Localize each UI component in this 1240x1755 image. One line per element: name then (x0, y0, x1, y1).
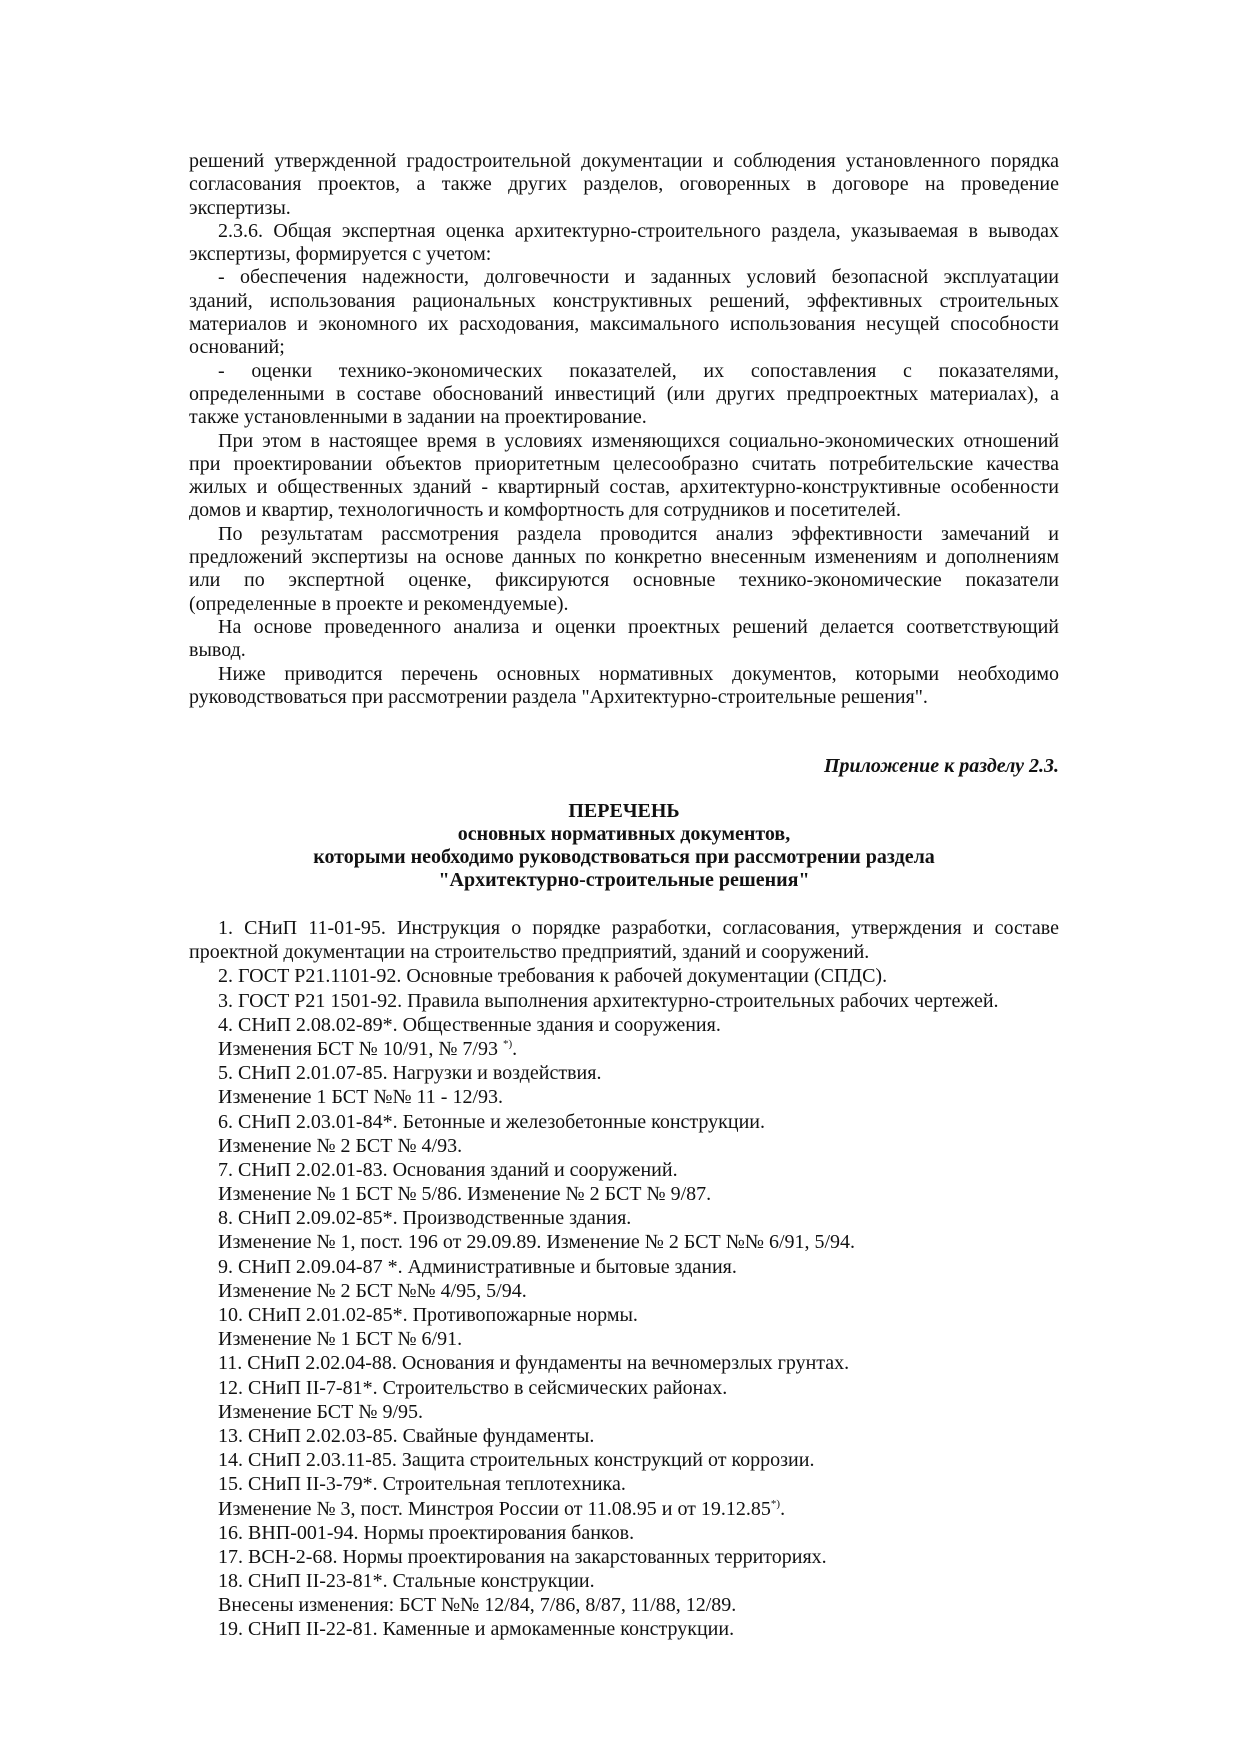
list-item (189, 1158, 1059, 1182)
paragraph-line: Ниже приводится перечень основных нормативных документов, которыми необходимо (218, 662, 1059, 685)
list-item-text: 1. СНиП 11-01-95. Инструкция о порядке разработки, согласования, утверждения и составе (218, 917, 1059, 939)
heading-subtitle-line: которыми необходимо руководствоваться при рассмотрении раздела (313, 845, 935, 868)
list-item-text: 15. СНиП II-3-79*. Строительная теплотехника. (218, 1473, 626, 1496)
paragraph-line: решений утвержденной градостроительной документации и соблюдения установленного порядка (189, 150, 1059, 172)
list-item (189, 1376, 1059, 1400)
list-item-text: 10. СНиП 2.01.02-85*. Противопожарные нормы. (218, 1304, 638, 1326)
paragraph-line: домов и квартир, технологичность и комфортность для сотрудников и посетителей. (189, 499, 901, 522)
paragraph-line: жилых и общественных зданий - квартирный состав, архитектурно-конструктивные особенности (189, 476, 1059, 499)
list-item-text: 12. СНиП II-7-81*. Строительство в сейсмических районах. (218, 1376, 728, 1399)
list-item-text: 5. СНиП 2.01.07-85. Нагрузки и воздействия. (218, 1062, 602, 1085)
list-item-text: 7. СНиП 2.02.01-83. Основания зданий и сооружений. (218, 1158, 678, 1181)
list-item (189, 1230, 1059, 1254)
list-item-text: Изменение № 1, пост. 196 от 29.09.89. Изменение № 2 БСТ №№ 6/91, 5/94. (218, 1231, 856, 1254)
paragraph-line: руководствоваться при рассмотрении раздела "Архитектурно-строительные решения". (189, 685, 928, 708)
list-item-text: Изменение БСТ № 9/95. (218, 1400, 423, 1423)
paragraph (189, 266, 1059, 359)
list-item (189, 1085, 1059, 1109)
footnote-marker: *) (770, 1497, 781, 1510)
list-item (189, 1400, 1059, 1424)
list-item (189, 989, 1059, 1013)
list-item-text: Внесены изменения: БСТ №№ 12/84, 7/86, 8/87, 11/88, 12/89. (218, 1594, 737, 1617)
paragraph-line: экспертизы. (189, 196, 291, 219)
list-item (189, 1279, 1059, 1303)
list-item (189, 1617, 1059, 1641)
paragraph-line: - оценки технико-экономических показателей, их сопоставления с показателями, (218, 359, 1059, 382)
list-item (189, 1303, 1059, 1327)
paragraph-line: вывод. (189, 639, 246, 662)
list-item (189, 916, 1059, 940)
list-item (189, 1593, 1059, 1617)
paragraph (189, 523, 1059, 616)
paragraph-line: 2.3.6. Общая экспертная оценка архитектурно-строительного раздела, указываемая в выводах (218, 219, 1059, 242)
list-item-text: 3. ГОСТ Р21 1501-92. Правила выполнения архитектурно-строительных рабочих чертежей. (218, 989, 999, 1012)
list-item (189, 1545, 1059, 1569)
list-item-text: 9. СНиП 2.09.04-87 *. Административные и бытовые здания. (218, 1255, 737, 1278)
list-item (189, 1424, 1059, 1448)
paragraph-line: (определенные в проекте и рекомендуемые). (189, 592, 569, 615)
paragraph-line: при проектировании объектов приоритетным целесообразно считать потребительские качества (189, 452, 1059, 475)
list-item-text: 16. ВНП-001-94. Нормы проектирования банков. (218, 1521, 635, 1544)
paragraph-line: согласования проектов, а также других разделов, оговоренных в договоре на проведение (189, 173, 1059, 196)
list-item (189, 964, 1059, 988)
paragraph-line: оснований; (189, 336, 285, 359)
paragraph-line: зданий, использования рациональных конструктивных решений, эффективных строительных (189, 289, 1059, 312)
list-item-text: 4. СНиП 2.08.02-89*. Общественные здания и сооружения. (218, 1013, 721, 1036)
list-item (189, 1134, 1059, 1158)
list-item (189, 1013, 1059, 1037)
list-item-text: Изменение № 3, пост. Минстроя России от 11.08.95 и от 19.12.85 (218, 1497, 771, 1520)
paragraph (189, 430, 1059, 523)
list-item (189, 1255, 1059, 1279)
footnote-marker: *) (502, 1037, 513, 1050)
list-item (189, 1061, 1059, 1085)
list-item (189, 1206, 1059, 1230)
paragraph-line: материалов и экономного их расходования, максимального использования несущей способности (189, 313, 1059, 336)
list-item-text: 11. СНиП 2.02.04-88. Основания и фундаменты на вечномерзлых грунтах. (218, 1352, 850, 1375)
paragraph (189, 360, 1059, 430)
list-item-suffix: . (512, 1037, 518, 1060)
list-item-text: Изменение № 2 БСТ № 4/93. (218, 1134, 463, 1157)
paragraph-line: предложений экспертизы на основе данных по конкретно внесенным изменениям и дополнениям (189, 546, 1059, 569)
list-item (189, 1569, 1059, 1593)
list-item (189, 1327, 1059, 1351)
normative-documents-list (189, 916, 1059, 1642)
list-item (189, 940, 1059, 964)
list-item-text: 19. СНиП II-22-81. Каменные и армокаменные конструкции. (218, 1618, 735, 1641)
list-item-text: 2. ГОСТ Р21.1101-92. Основные требования к рабочей документации (СПДС). (218, 965, 888, 988)
heading-subtitle-line: "Архитектурно-строительные решения" (438, 868, 810, 891)
list-item-text: проектной документации на строительство предприятий, зданий и сооружений. (189, 941, 870, 964)
list-item-text: Изменение № 1 БСТ № 6/91. (218, 1328, 463, 1351)
paragraph (189, 616, 1059, 663)
paragraph-line: определенными в составе обоснований инвестиций (или других предпроектных материалах), а (189, 382, 1059, 405)
list-item-text: 17. ВСН-2-68. Нормы проектирования на закарстованных территориях. (218, 1545, 827, 1568)
paragraph (189, 150, 1059, 220)
list-item-text: 13. СНиП 2.02.03-85. Свайные фундаменты. (218, 1424, 595, 1447)
list-item-text: Изменение 1 БСТ №№ 11 - 12/93. (218, 1086, 503, 1109)
list-item (189, 1472, 1059, 1496)
appendix-label: Приложение к разделу 2.3. (823, 755, 1059, 777)
list-heading (189, 800, 1059, 892)
list-item (189, 1182, 1059, 1206)
list-item-suffix: . (780, 1497, 786, 1520)
paragraph-line: - обеспечения надежности, долговечности и заданных условий безопасной эксплуатации (218, 266, 1059, 289)
paragraph (189, 663, 1059, 710)
paragraph-line: При этом в настоящее время в условиях изменяющихся социально-экономических отношений (218, 429, 1059, 452)
list-item (189, 1351, 1059, 1375)
paragraph (189, 220, 1059, 267)
heading-title: ПЕРЕЧЕНЬ (568, 800, 680, 822)
list-item (189, 1448, 1059, 1472)
list-item-text: Изменения БСТ № 10/91, № 7/93 (218, 1037, 503, 1060)
paragraph-line: также установленными в задании на проектирование. (189, 406, 647, 429)
list-item-text: 18. СНиП II-23-81*. Стальные конструкции. (218, 1570, 595, 1593)
list-item-text: 6. СНиП 2.03.01-84*. Бетонные и железобетонные конструкции. (218, 1110, 765, 1133)
heading-subtitle-line: основных нормативных документов, (457, 822, 791, 845)
paragraph-line: экспертизы, формируется с учетом: (189, 243, 492, 266)
paragraph-line: На основе проведенного анализа и оценки проектных решений делается соответствующий (218, 615, 1059, 638)
list-item (189, 1110, 1059, 1134)
list-item-text: 8. СНиП 2.09.02-85*. Производственные здания. (218, 1207, 632, 1230)
paragraph-line: По результатам рассмотрения раздела проводится анализ эффективности замечаний и (218, 522, 1059, 545)
list-item (189, 1037, 1059, 1061)
body-text (189, 150, 1059, 709)
list-item (189, 1521, 1059, 1545)
list-item-text: Изменение № 1 БСТ № 5/86. Изменение № 2 БСТ № 9/87. (218, 1183, 712, 1206)
list-item (189, 1497, 1059, 1521)
list-item-text: 14. СНиП 2.03.11-85. Защита строительных конструкций от коррозии. (218, 1449, 815, 1472)
list-item-text: Изменение № 2 БСТ №№ 4/95, 5/94. (218, 1279, 527, 1302)
paragraph-line: или по экспертной оценке, фиксируются основные технико-экономические показатели (189, 569, 1059, 592)
